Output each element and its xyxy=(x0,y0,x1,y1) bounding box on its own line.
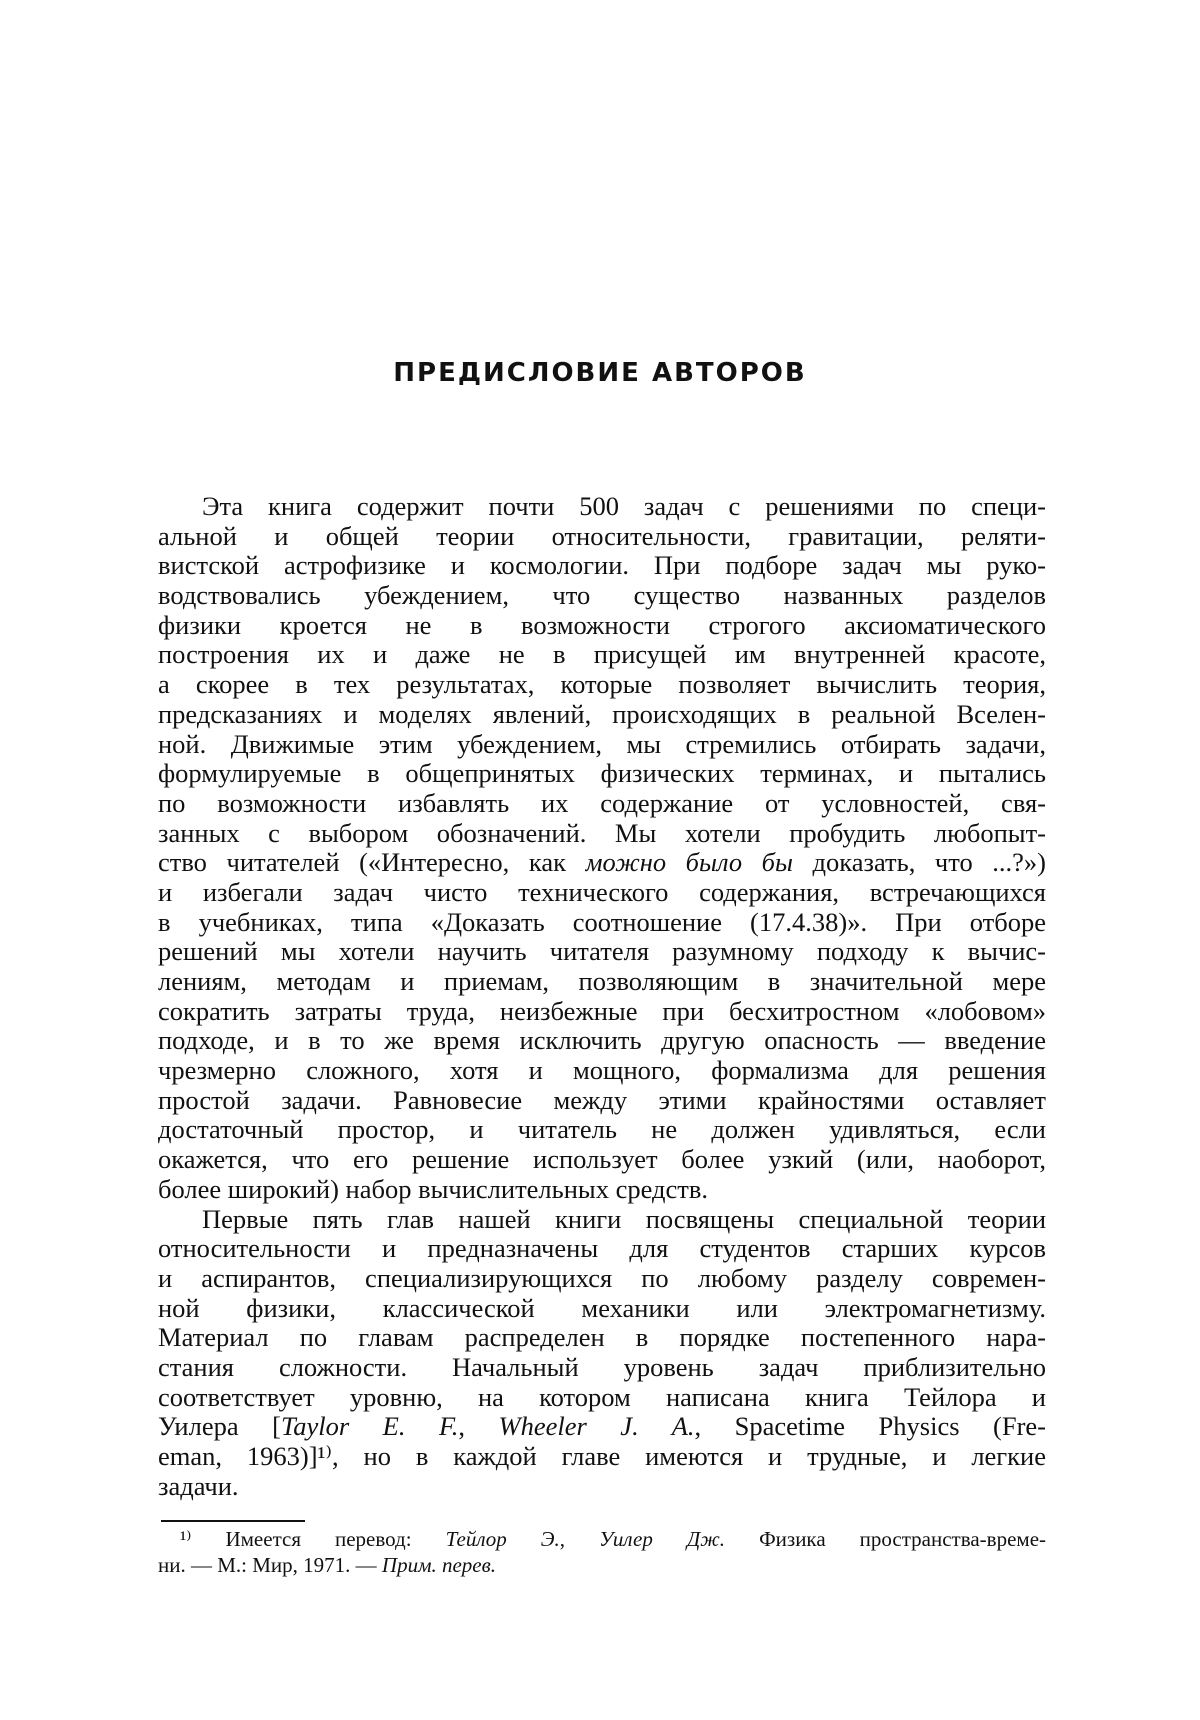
text-line: построения их и даже не в присущей им внутренней красоте, xyxy=(158,640,1046,670)
text-line: предсказаниях и моделях явлений, происходящих в реальной Вселен- xyxy=(158,699,1046,729)
text-line: решений мы хотели научить читателя разумному подходу к вычис- xyxy=(158,937,1046,967)
text-line: и аспирантов, специализирующихся по любому разделу современ- xyxy=(158,1263,1046,1293)
page-title: ПРЕДИСЛОВИЕ АВТОРОВ xyxy=(393,358,807,388)
text-line: стания сложности. Начальный уровень задач приблизительно xyxy=(158,1352,1046,1382)
text-line: относительности и предназначены для студентов старших курсов xyxy=(158,1234,1046,1264)
text-line: соответствует уровню, на котором написана книга Тейлора и xyxy=(158,1382,1046,1412)
text-line: простой задачи. Равновесие между этими крайностями оставляет xyxy=(158,1085,1046,1115)
text-line: по возможности избавлять их содержание от условностей, свя- xyxy=(158,788,1046,818)
text-line: более широкий) набор вычислительных средств. xyxy=(158,1174,708,1204)
text-line: подходе, и в то же время исключить другую опасность — введение xyxy=(158,1026,1046,1056)
text-line: чрезмерно сложного, хотя и мощного, формализма для решения xyxy=(158,1056,1046,1086)
footnote xyxy=(158,1526,1046,1578)
text-line: занных с выбором обозначений. Мы хотели пробудить любопыт- xyxy=(158,818,1046,848)
text-line: альной и общей теории относительности, гравитации, реляти- xyxy=(158,521,1046,551)
text-line: водствовались убеждением, что существо названных разделов xyxy=(158,581,1046,611)
text-line: Материал по главам распределен в порядке постепенного нара- xyxy=(158,1323,1046,1353)
text-line: ной физики, классической механики или электромагнетизму. xyxy=(158,1293,1046,1323)
text-line: eman, 1963)]¹⁾, но в каждой главе имеются и трудные, и легкие xyxy=(158,1442,1046,1471)
text-line: достаточный простор, и читатель не должен удивляться, если xyxy=(158,1115,1046,1145)
text-line: вистской астрофизике и космологии. При подборе задач мы руко- xyxy=(158,551,1046,581)
text-line: окажется, что его решение использует более узкий (или, наоборот, xyxy=(158,1145,1046,1175)
text-line: Уилера [Taylor E. F., Wheeler J. A., Spacetime Physics (Fre- xyxy=(158,1412,1046,1442)
text-line: в учебниках, типа «Доказать соотношение (17.4.38)». При отборе xyxy=(158,907,1046,937)
text-line: задачи. xyxy=(158,1471,239,1501)
text-line: формулируемые в общепринятых физических терминах, и пытались xyxy=(158,759,1046,789)
text-line: ной. Движимые этим убеждением, мы стремились отбирать задачи, xyxy=(158,729,1046,759)
text-line: и избегали задач чисто технического содержания, встречающихся xyxy=(158,877,1046,907)
footnote-line: ¹⁾ Имеется перевод: Тейлор Э., Уилер Дж. Физика пространства-време- xyxy=(180,1527,1046,1551)
text-line: физики кроется не в возможности строгого аксиоматического xyxy=(158,610,1046,640)
text-line: сократить затраты труда, неизбежные при бесхитростном «лобовом» xyxy=(158,996,1046,1026)
footnote-line: ни. — М.: Мир, 1971. — Прим. перев. xyxy=(158,1553,496,1577)
text-line: а скорее в тех результатах, которые позволяет вычислить теория, xyxy=(158,670,1046,700)
footnote-divider xyxy=(161,1520,305,1522)
text-line: лениям, методам и приемам, позволяющим в значительной мере xyxy=(158,967,1046,996)
text-line: ство читателей («Интересно, как можно было бы доказать, что ...?») xyxy=(158,848,1046,878)
preface-body xyxy=(158,492,1046,1501)
text-line: Первые пять глав нашей книги посвящены специальной теории xyxy=(202,1204,1046,1234)
text-line: Эта книга содержит почти 500 задач с решениями по специ- xyxy=(202,492,1046,521)
